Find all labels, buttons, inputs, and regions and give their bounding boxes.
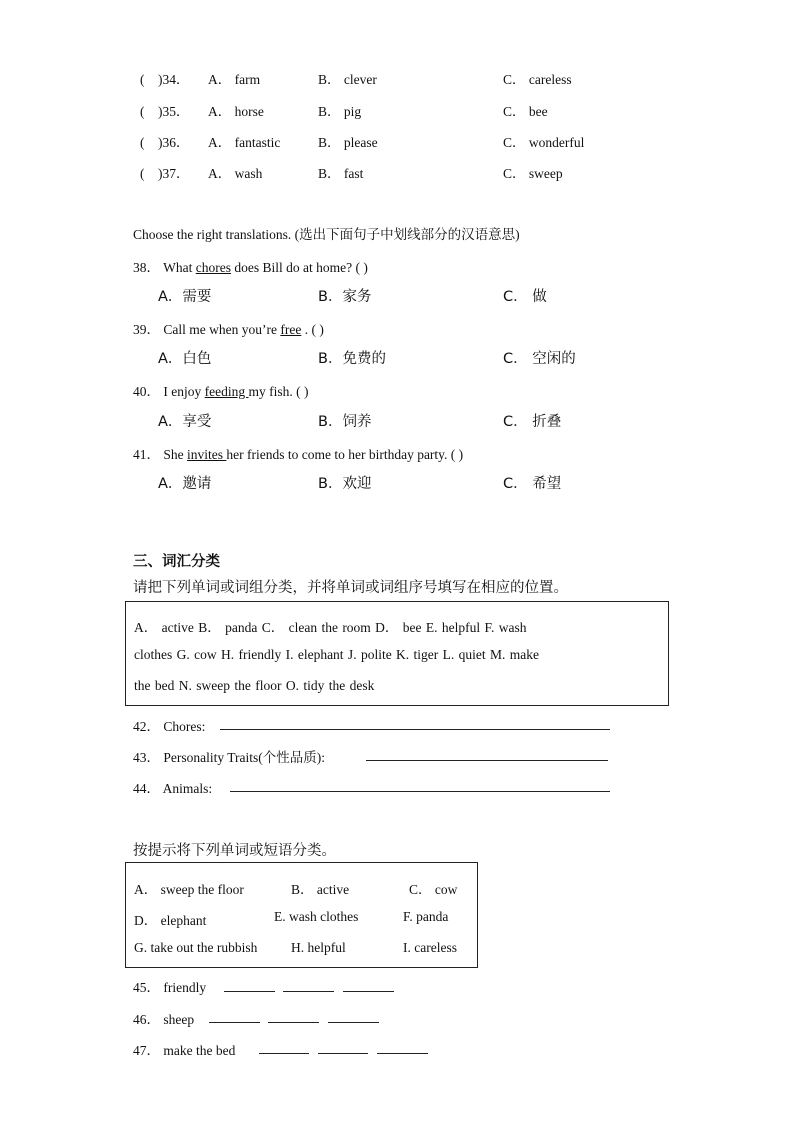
underlined-word: free (280, 322, 302, 337)
question-label: 45． friendly (133, 980, 207, 995)
word-bank-box (125, 601, 669, 706)
option-a: A． wash (208, 166, 263, 181)
answer-blank[interactable] (328, 1022, 379, 1023)
option-a: A．白色 (158, 351, 212, 367)
underlined-word: invites (187, 447, 227, 462)
word-bank-line: A． active B． panda C． clean the room D． bee E. helpful F. wash (134, 620, 527, 635)
option-c: C． 做 (503, 289, 547, 305)
option-a: A．需要 (158, 289, 212, 305)
question-sentence (133, 380, 308, 400)
question-label: 44． Animals: (133, 781, 213, 796)
option-c: C． bee (503, 104, 548, 119)
option-a: A． farm (208, 72, 261, 87)
question-number: ( )35． (140, 104, 190, 119)
option-c: C． 希望 (503, 476, 562, 492)
word-item: C． cow (409, 882, 458, 897)
option-c: C． careless (503, 72, 572, 87)
option-a: A． horse (208, 104, 264, 119)
word-item: B． active (291, 882, 350, 897)
option-c: C． sweep (503, 166, 563, 181)
sentence-pre: 39． Call me when you’re (133, 322, 281, 337)
question-label: 42． Chores: (133, 719, 206, 734)
section4-instruction: 按提示将下列单词或短语分类。 (133, 843, 336, 859)
question-number: ( )36． (140, 135, 190, 150)
answer-blank[interactable] (209, 1022, 260, 1023)
question-label: 47． make the bed (133, 1043, 236, 1058)
question-label: 46． sheep (133, 1012, 195, 1027)
option-c: C． 折叠 (503, 414, 562, 430)
answer-blank[interactable] (283, 991, 334, 992)
sentence-post: my fish. ( ) (248, 384, 309, 399)
answer-blank[interactable] (343, 991, 394, 992)
word-bank-line: the bed N. sweep the floor O. tidy the desk (134, 678, 375, 693)
word-item: D． elephant (134, 913, 207, 928)
answer-blank[interactable] (366, 760, 608, 761)
option-b: B．免费的 (318, 351, 386, 367)
underlined-word: chores (195, 260, 231, 275)
word-item: A． sweep the floor (134, 882, 244, 897)
word-item: I. careless (403, 940, 457, 955)
option-b: B． please (318, 135, 378, 150)
answer-blank[interactable] (268, 1022, 319, 1023)
option-a: A． fantastic (208, 135, 281, 150)
option-b: B．家务 (318, 289, 372, 305)
question-label: 43． Personality Traits(个性品质): (133, 750, 326, 765)
answer-blank[interactable] (220, 729, 610, 730)
sentence-post: does Bill do at home? ( ) (230, 260, 368, 275)
answer-blank[interactable] (377, 1053, 428, 1054)
word-bank-line: clothes G. cow H. friendly I. elephant J. polite K. tiger L. quiet M. make (134, 647, 540, 662)
section3-instruction: 请把下列单词或词组分类，并将单词或词组序号填写在相应的位置。 (133, 580, 568, 596)
option-c: C． wonderful (503, 135, 585, 150)
section-heading: 三、词汇分类 (133, 554, 220, 570)
answer-blank[interactable] (230, 791, 610, 792)
option-b: B． pig (318, 104, 362, 119)
option-b: B．饲养 (318, 414, 372, 430)
word-item: G. take out the rubbish (134, 940, 258, 955)
answer-blank[interactable] (259, 1053, 309, 1054)
word-bank-box-2 (125, 862, 478, 968)
underlined-word: feeding (204, 384, 249, 399)
option-a: A．邀请 (158, 476, 212, 492)
option-b: B． clever (318, 72, 377, 87)
sentence-post: . ( ) (301, 322, 324, 337)
question-sentence (133, 443, 463, 463)
question-sentence (133, 256, 368, 276)
answer-blank[interactable] (224, 991, 275, 992)
option-b: B． fast (318, 166, 364, 181)
option-a: A．享受 (158, 414, 212, 430)
answer-blank[interactable] (318, 1053, 368, 1054)
option-c: C． 空闲的 (503, 351, 576, 367)
option-b: B．欢迎 (318, 476, 372, 492)
question-number: ( )37． (140, 166, 190, 181)
word-item: F. panda (403, 909, 449, 924)
question-number: ( )34． (140, 72, 190, 87)
sentence-pre: 41． She (133, 447, 187, 462)
word-item: H. helpful (291, 940, 346, 955)
sentence-pre: 40． I enjoy (133, 384, 205, 399)
sentence-pre: 38． What (133, 260, 196, 275)
question-sentence (133, 318, 324, 338)
translation-instruction: Choose the right translations. (选出下面句子中划线部分的汉语意思) (133, 227, 520, 242)
sentence-post: her friends to come to her birthday party. ( ) (226, 447, 464, 462)
word-item: E. wash clothes (274, 909, 359, 924)
